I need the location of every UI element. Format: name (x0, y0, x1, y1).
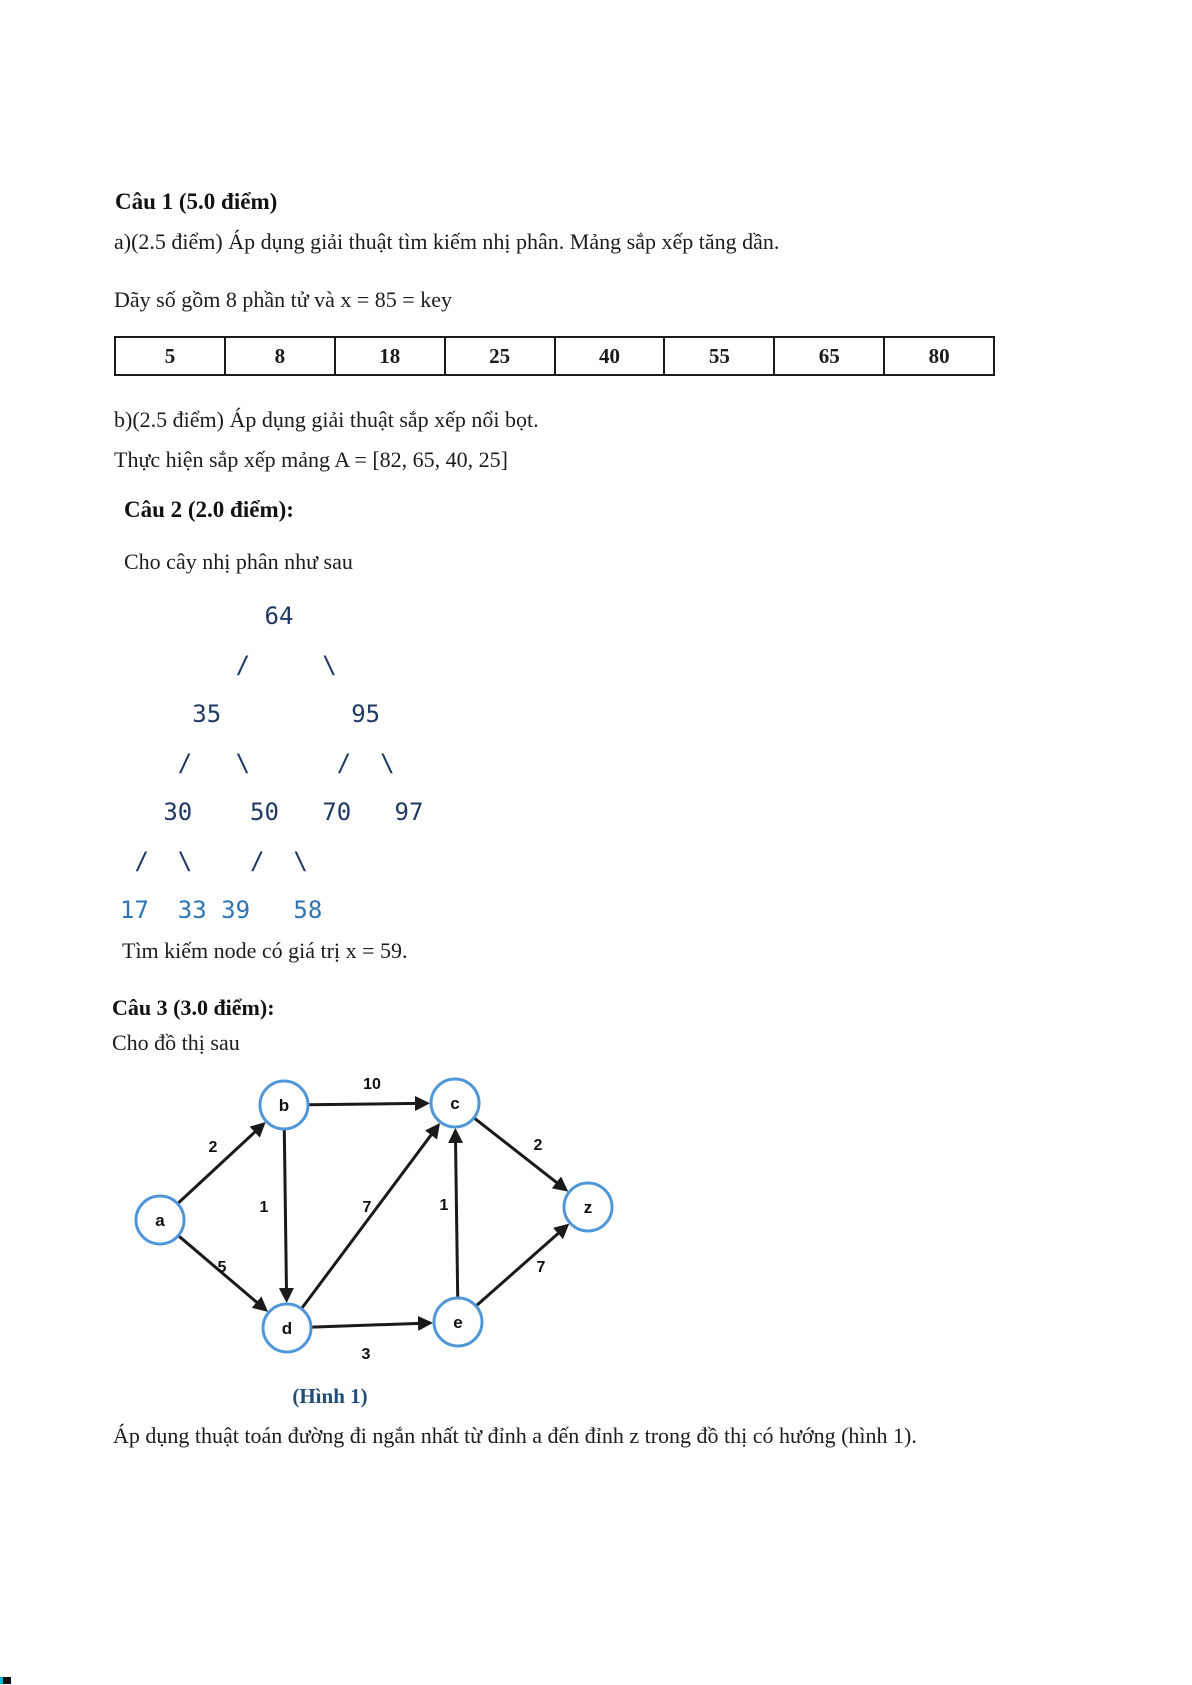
graph-node-label-b: b (278, 1096, 290, 1115)
graph-node-label-c: c (450, 1094, 460, 1113)
tree-line-leaves: 17 33 39 58 (120, 896, 323, 924)
edge-weight-a-b: 2 (208, 1139, 218, 1156)
array-cell: 5 (115, 337, 225, 375)
tree-line: 35 95 (120, 700, 381, 728)
array-cell: 55 (664, 337, 774, 375)
graph-edge-b-d (284, 1130, 286, 1300)
q2-intro: Cho cây nhị phân như sau (124, 549, 353, 574)
edge-weight-c-z: 2 (533, 1137, 543, 1154)
tree-line: / \ / \ (120, 847, 308, 875)
edge-weight-b-c: 10 (363, 1076, 381, 1093)
graph-canvas (100, 1060, 640, 1380)
q1-array-note: Dãy số gồm 8 phần tử và x = 85 = key (114, 287, 452, 312)
q1-header: Câu 1 (5.0 điểm) (115, 189, 278, 214)
edge-weight-e-z: 7 (536, 1259, 546, 1276)
edge-weight-d-e: 3 (361, 1346, 371, 1363)
q1-part-a-text: a)(2.5 điểm) Áp dụng giải thuật tìm kiếm nhị phân. Mảng sắp xếp tăng dần. (114, 229, 780, 254)
q2-task: Tìm kiếm node có giá trị x = 59. (122, 938, 408, 963)
graph-edge-e-z (477, 1226, 567, 1306)
graph-node-label-z: z (583, 1198, 593, 1217)
array-cell: 18 (335, 337, 445, 375)
q1-sort-note: Thực hiện sắp xếp mảng A = [82, 65, 40, 25] (114, 447, 508, 472)
array-cell: 80 (884, 337, 994, 375)
q1-sorted-array-table (114, 336, 995, 376)
graph-node-label-e: e (453, 1313, 463, 1332)
graph-edge-c-z (475, 1118, 566, 1189)
tree-line: 30 50 70 97 (120, 798, 424, 826)
array-cell: 65 (774, 337, 884, 375)
scan-artifact (0, 1677, 11, 1684)
array-cell: 25 (445, 337, 555, 375)
edge-weight-e-c: 1 (439, 1197, 449, 1214)
tree-line: 64 (120, 602, 294, 630)
array-cell: 8 (225, 337, 335, 375)
q1-part-b-text: b)(2.5 điểm) Áp dụng giải thuật sắp xếp nổi bọt. (114, 407, 539, 432)
edge-weight-a-d: 5 (217, 1259, 227, 1276)
graph-node-label-a: a (155, 1211, 165, 1230)
q2-header: Câu 2 (2.0 điểm): (124, 497, 294, 522)
q3-task: Áp dụng thuật toán đường đi ngắn nhất từ đỉnh a đến đỉnh z trong đồ thị có hướng (hình 1). (113, 1423, 917, 1448)
tree-line: / \ (120, 651, 337, 679)
graph-edge-b-c (309, 1103, 427, 1104)
q3-intro: Cho đồ thị sau (112, 1030, 240, 1055)
q3-header: Câu 3 (3.0 điểm): (112, 995, 275, 1020)
tree-line: / \ / \ (120, 749, 395, 777)
graph-edge-a-b (178, 1124, 263, 1203)
graph-node-label-d: d (281, 1319, 293, 1338)
array-cell: 40 (555, 337, 665, 375)
graph-edge-d-c (302, 1125, 438, 1308)
graph-edge-e-c (455, 1131, 457, 1297)
binary-tree-ascii (120, 592, 423, 935)
graph-edge-d-e (312, 1323, 430, 1327)
edge-weight-d-c: 7 (362, 1199, 372, 1216)
figure-caption: (Hình 1) (292, 1384, 368, 1408)
edge-weight-b-d: 1 (259, 1199, 269, 1216)
table-row (115, 337, 994, 375)
